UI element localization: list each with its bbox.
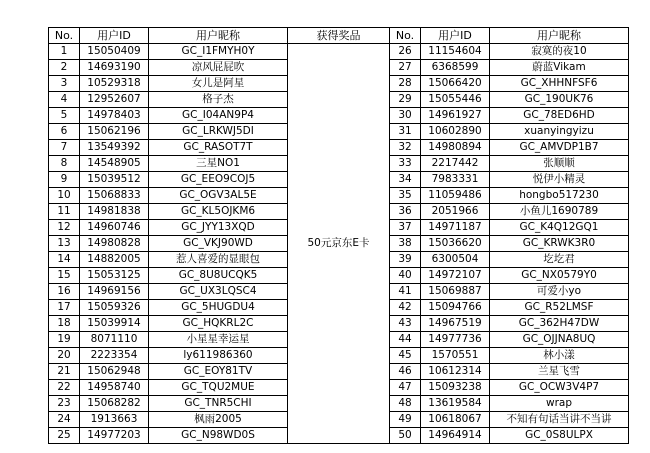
row-no-right: 32 [390,140,421,156]
row-nickname-left: ly611986360 [149,348,288,364]
row-no-right: 37 [390,220,421,236]
row-nickname-left: GC_EOY81TV [149,364,288,380]
row-no-left: 5 [49,108,80,124]
row-nickname-right: GC_KRWK3R0 [490,236,629,252]
row-nickname-left: GC_LRKWJ5DI [149,124,288,140]
row-nickname-left: 惹人喜爱的显眼包 [149,252,288,268]
row-user-id-right: 14972107 [421,268,490,284]
row-nickname-left: GC_JYY13XQD [149,220,288,236]
row-user-id-right: 14961927 [421,108,490,124]
row-nickname-right: 小鱼儿1690789 [490,204,629,220]
row-user-id-left: 15062948 [80,364,149,380]
header-nick-right: 用户昵称 [490,28,629,44]
row-user-id-right: 6300504 [421,252,490,268]
row-user-id-right: 7983331 [421,172,490,188]
row-no-right: 45 [390,348,421,364]
row-no-right: 46 [390,364,421,380]
row-nickname-left: GC_UX3LQSC4 [149,284,288,300]
row-no-right: 41 [390,284,421,300]
row-no-left: 4 [49,92,80,108]
row-no-left: 2 [49,60,80,76]
row-no-left: 10 [49,188,80,204]
row-nickname-left: GC_KL5OJKM6 [149,204,288,220]
row-no-left: 20 [49,348,80,364]
row-user-id-left: 8071110 [80,332,149,348]
row-nickname-left: 枫雨2005 [149,412,288,428]
row-nickname-right: GC_362H47DW [490,316,629,332]
row-nickname-right: hongbo517230 [490,188,629,204]
row-no-right: 33 [390,156,421,172]
row-user-id-left: 1913663 [80,412,149,428]
row-no-right: 40 [390,268,421,284]
row-user-id-right: 14980894 [421,140,490,156]
row-nickname-right: GC_AMVDP1B7 [490,140,629,156]
row-no-right: 49 [390,412,421,428]
row-nickname-left: 女儿是阿星 [149,76,288,92]
row-no-right: 31 [390,124,421,140]
row-nickname-left: GC_VKJ90WD [149,236,288,252]
row-nickname-right: GC_0S8ULPX [490,428,629,444]
row-nickname-right: GC_OJJNA8UQ [490,332,629,348]
row-no-left: 6 [49,124,80,140]
row-user-id-left: 2223354 [80,348,149,364]
row-nickname-right: 蔚蓝Vikam [490,60,629,76]
row-user-id-left: 15053125 [80,268,149,284]
row-user-id-right: 6368599 [421,60,490,76]
row-no-left: 8 [49,156,80,172]
row-user-id-right: 14967519 [421,316,490,332]
row-user-id-right: 14971187 [421,220,490,236]
table-row [49,44,629,60]
row-nickname-right: 兰星飞雪 [490,364,629,380]
row-no-left: 14 [49,252,80,268]
header-no-left: No. [49,28,80,44]
row-user-id-left: 14981838 [80,204,149,220]
row-no-right: 27 [390,60,421,76]
row-user-id-left: 15059326 [80,300,149,316]
row-nickname-left: 凉风屁屁吹 [149,60,288,76]
row-user-id-left: 15039512 [80,172,149,188]
row-no-left: 21 [49,364,80,380]
header-id-left: 用户ID [80,28,149,44]
row-no-left: 15 [49,268,80,284]
row-no-right: 43 [390,316,421,332]
header-id-right: 用户ID [421,28,490,44]
header-nick-left: 用户昵称 [149,28,288,44]
row-nickname-right: 林小漾 [490,348,629,364]
winners-table [48,27,629,444]
row-nickname-left: GC_TNR5CHI [149,396,288,412]
row-user-id-right: 15055446 [421,92,490,108]
row-no-left: 24 [49,412,80,428]
row-user-id-left: 13549392 [80,140,149,156]
row-no-left: 17 [49,300,80,316]
row-nickname-left: GC_I04AN9P4 [149,108,288,124]
row-nickname-left: 格子杰 [149,92,288,108]
row-nickname-right: 可爱小yo [490,284,629,300]
row-user-id-left: 14969156 [80,284,149,300]
row-no-right: 50 [390,428,421,444]
header-row [49,28,629,44]
row-no-right: 39 [390,252,421,268]
row-nickname-left: GC_5HUGDU4 [149,300,288,316]
row-user-id-right: 1570551 [421,348,490,364]
row-no-right: 42 [390,300,421,316]
row-no-right: 44 [390,332,421,348]
row-user-id-right: 14964914 [421,428,490,444]
row-no-left: 3 [49,76,80,92]
row-user-id-left: 15068282 [80,396,149,412]
row-no-right: 30 [390,108,421,124]
row-user-id-right: 2217442 [421,156,490,172]
row-user-id-right: 10612314 [421,364,490,380]
row-nickname-left: GC_EEO9COJ5 [149,172,288,188]
row-no-left: 23 [49,396,80,412]
row-nickname-right: GC_78ED6HD [490,108,629,124]
row-no-right: 26 [390,44,421,60]
row-no-left: 18 [49,316,80,332]
row-nickname-right: xuanyingyizu [490,124,629,140]
row-user-id-right: 13619584 [421,396,490,412]
row-user-id-left: 15062196 [80,124,149,140]
row-no-left: 12 [49,220,80,236]
row-nickname-left: GC_TQU2MUE [149,380,288,396]
row-nickname-right: GC_NX0579Y0 [490,268,629,284]
row-no-left: 11 [49,204,80,220]
row-no-right: 29 [390,92,421,108]
row-nickname-right: 圪圪君 [490,252,629,268]
row-nickname-right: GC_XHHNFSF6 [490,76,629,92]
row-nickname-right: GC_OCW3V4P7 [490,380,629,396]
row-no-right: 34 [390,172,421,188]
row-nickname-right: 寂寞的夜10 [490,44,629,60]
row-user-id-left: 15039914 [80,316,149,332]
row-nickname-right: GC_190UK76 [490,92,629,108]
header-prize: 获得奖品 [288,28,390,44]
row-user-id-right: 15094766 [421,300,490,316]
row-user-id-right: 15036620 [421,236,490,252]
row-nickname-right: 不知有句话当讲不当讲 [490,412,629,428]
row-nickname-left: 小星星幸运星 [149,332,288,348]
row-no-left: 16 [49,284,80,300]
row-user-id-right: 2051966 [421,204,490,220]
row-nickname-right: 悦伊小精灵 [490,172,629,188]
row-no-left: 1 [49,44,80,60]
row-user-id-left: 14548905 [80,156,149,172]
row-no-left: 25 [49,428,80,444]
row-no-right: 36 [390,204,421,220]
row-nickname-right: 张顺顺 [490,156,629,172]
row-nickname-left: 三星NO1 [149,156,288,172]
row-user-id-left: 14960746 [80,220,149,236]
row-no-right: 38 [390,236,421,252]
row-user-id-left: 12952607 [80,92,149,108]
row-user-id-right: 14977736 [421,332,490,348]
row-nickname-left: GC_I1FMYH0Y [149,44,288,60]
row-user-id-left: 14980828 [80,236,149,252]
row-no-right: 28 [390,76,421,92]
row-nickname-left: GC_8U8UCQK5 [149,268,288,284]
row-user-id-left: 14977203 [80,428,149,444]
row-nickname-left: GC_HQKRL2C [149,316,288,332]
row-no-right: 47 [390,380,421,396]
row-nickname-left: GC_OGV3AL5E [149,188,288,204]
row-nickname-left: GC_N98WD0S [149,428,288,444]
row-nickname-right: GC_K4Q12GQ1 [490,220,629,236]
row-user-id-left: 10529318 [80,76,149,92]
row-user-id-left: 15050409 [80,44,149,60]
prize-cell: 50元京东E卡 [288,44,390,444]
row-user-id-right: 10602890 [421,124,490,140]
row-no-right: 35 [390,188,421,204]
row-nickname-right: wrap [490,396,629,412]
row-no-left: 22 [49,380,80,396]
row-user-id-left: 14693190 [80,60,149,76]
row-user-id-right: 15069887 [421,284,490,300]
row-user-id-right: 15093238 [421,380,490,396]
row-user-id-right: 11059486 [421,188,490,204]
row-no-left: 9 [49,172,80,188]
row-user-id-left: 15068833 [80,188,149,204]
row-no-left: 19 [49,332,80,348]
row-no-right: 48 [390,396,421,412]
row-user-id-right: 11154604 [421,44,490,60]
table-body [49,28,629,444]
row-user-id-left: 14978403 [80,108,149,124]
row-no-left: 7 [49,140,80,156]
row-nickname-left: GC_RASOT7T [149,140,288,156]
header-no-right: No. [390,28,421,44]
row-user-id-left: 14958740 [80,380,149,396]
row-user-id-right: 10618067 [421,412,490,428]
row-user-id-right: 15066420 [421,76,490,92]
row-no-left: 13 [49,236,80,252]
row-nickname-right: GC_R52LMSF [490,300,629,316]
row-user-id-left: 14882005 [80,252,149,268]
